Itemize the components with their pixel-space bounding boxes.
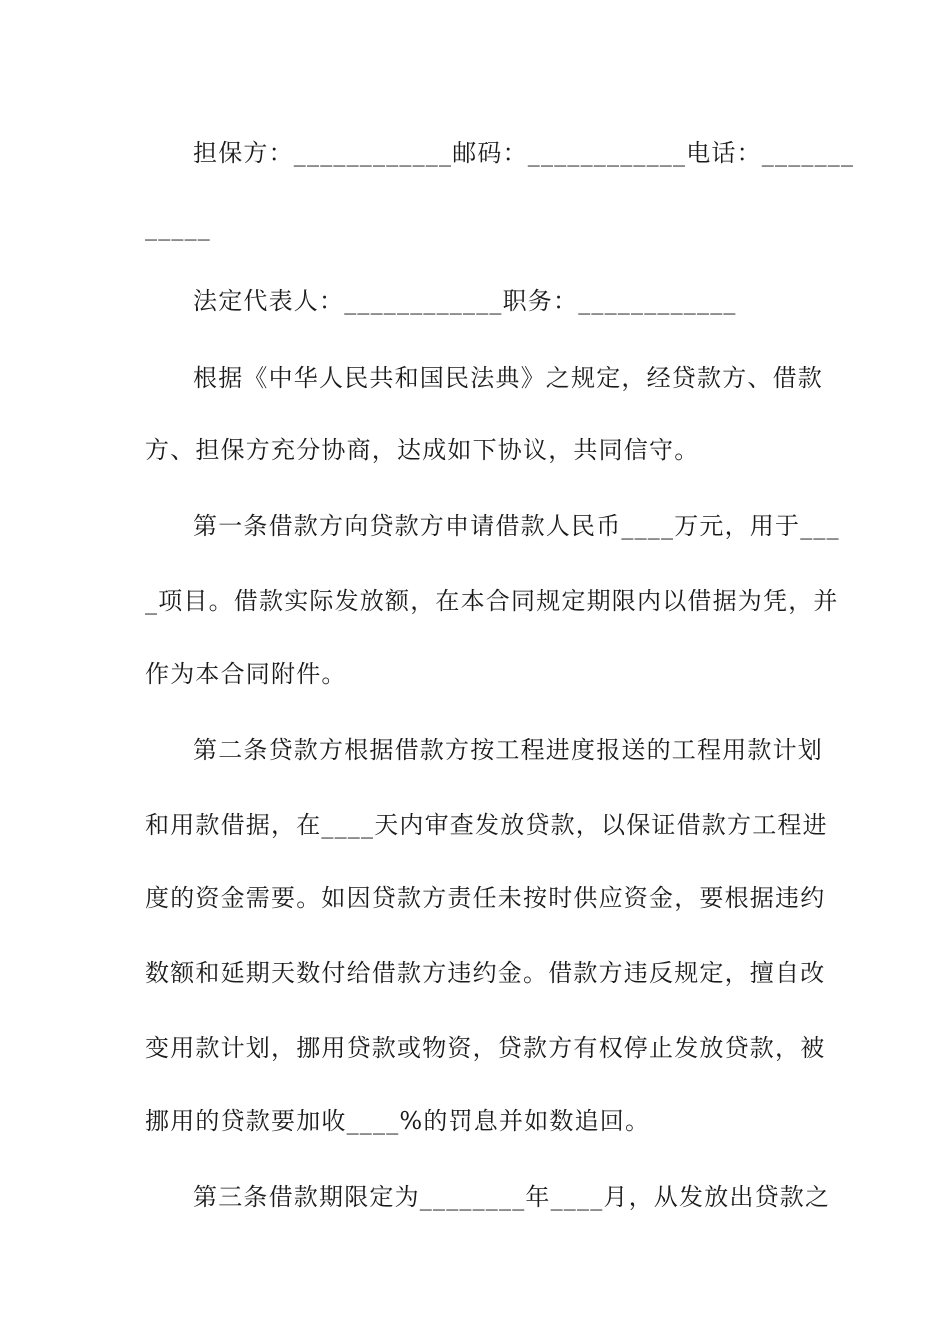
preamble-line-2: 方、担保方充分协商，达成如下协议，共同信守。 — [145, 436, 700, 464]
article-3-line-1: 第三条借款期限定为________年____月，从发放出贷款之 — [193, 1183, 831, 1211]
article-2-line-1: 第二条贷款方根据借款方按工程进度报送的工程用款计划 — [193, 736, 823, 764]
article-2-line-4: 数额和延期天数付给借款方违约金。借款方违反规定，擅自改 — [145, 959, 826, 987]
guarantor-line-continued: _____ — [145, 213, 211, 241]
article-1-line-3: 作为本合同附件。 — [145, 660, 347, 688]
article-2-line-5: 变用款计划，挪用贷款或物资，贷款方有权停止发放贷款，被 — [145, 1034, 826, 1062]
article-2-line-3: 度的资金需要。如因贷款方责任未按时供应资金，要根据违约 — [145, 884, 826, 912]
article-1-line-1: 第一条借款方向贷款方申请借款人民币____万元，用于___ — [193, 512, 840, 540]
article-1-line-2: _项目。借款实际发放额，在本合同规定期限内以借据为凭，并 — [145, 587, 839, 615]
guarantor-line: 担保方：____________邮码：____________电话：_______ — [193, 139, 855, 167]
preamble-line-1: 根据《中华人民共和国民法典》之规定，经贷款方、借款 — [193, 364, 823, 392]
legal-representative-line: 法定代表人：____________职务：____________ — [193, 287, 737, 315]
article-2-line-6: 挪用的贷款要加收____%的罚息并如数追回。 — [145, 1107, 651, 1135]
article-2-line-2: 和用款借据，在____天内审查发放贷款，以保证借款方工程进 — [145, 811, 828, 839]
